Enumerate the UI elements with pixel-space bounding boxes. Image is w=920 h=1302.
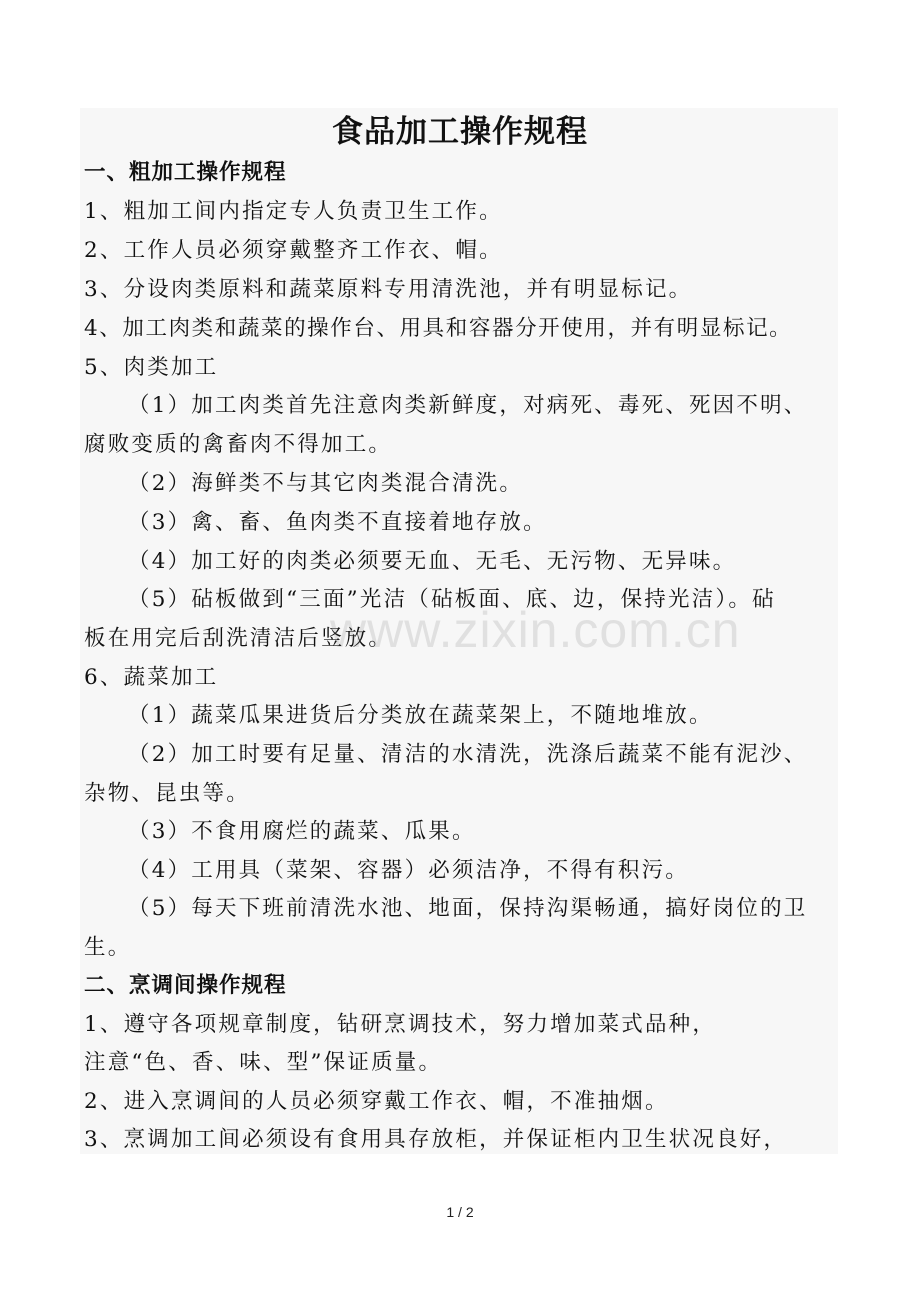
sub-rule-item: （2）加工时要有足量、清洁的水清洗，洗涤后蔬菜不能有泥沙、 bbox=[128, 742, 808, 767]
section-heading: 二、烹调间操作规程 bbox=[84, 973, 287, 998]
watermark: www.zixin.com.cn bbox=[330, 602, 741, 658]
sub-rule-item: （3）禽、畜、鱼肉类不直接着地存放。 bbox=[128, 510, 547, 535]
sub-rule-continuation: 腐败变质的禽畜肉不得加工。 bbox=[84, 432, 393, 457]
rule-item: 5、肉类加工 bbox=[84, 355, 219, 380]
section-heading: 一、粗加工操作规程 bbox=[84, 160, 287, 185]
sub-rule-item: （1）蔬菜瓜果进货后分类放在蔬菜架上，不随地堆放。 bbox=[128, 703, 713, 728]
page-indicator: 1 / 2 bbox=[446, 1204, 474, 1220]
sub-rule-item: （5）砧板做到“三面”光洁（砧板面、底、边，保持光洁）。砧 bbox=[128, 587, 776, 612]
rule-item: 3、分设肉类原料和蔬菜原料专用清洗池，并有明显标记。 bbox=[84, 277, 693, 302]
sub-rule-item: （4）加工好的肉类必须要无血、无毛、无污物、无异味。 bbox=[128, 549, 737, 574]
rule-item: 1、粗加工间内指定专人负责卫生工作。 bbox=[84, 199, 503, 224]
rule-item: 2、进入烹调间的人员必须穿戴工作衣、帽，不准抽烟。 bbox=[84, 1089, 669, 1114]
sub-rule-continuation: 板在用完后刮洗清洁后竖放。 bbox=[84, 626, 393, 651]
sub-rule-item: （3）不食用腐烂的蔬菜、瓜果。 bbox=[128, 819, 476, 844]
sub-rule-item: （2）海鲜类不与其它肉类混合清洗。 bbox=[128, 471, 524, 496]
rule-item: 1、遵守各项规章制度，钻研烹调技术，努力增加菜式品种， bbox=[84, 1012, 717, 1037]
rule-item: 6、蔬菜加工 bbox=[84, 665, 219, 690]
rule-item: 2、工作人员必须穿戴整齐工作衣、帽。 bbox=[84, 238, 503, 263]
rule-item: 4、加工肉类和蔬菜的操作台、用具和容器分开使用，并有明显标记。 bbox=[84, 316, 793, 341]
document-title: 食品加工操作规程 bbox=[332, 114, 588, 150]
sub-rule-continuation: 生。 bbox=[84, 935, 132, 960]
rule-item: 3、烹调加工间必须设有食用具存放柜，并保证柜内卫生状况良好， bbox=[84, 1127, 788, 1152]
rule-continuation: 注意“色、香、味、型”保证质量。 bbox=[84, 1050, 443, 1075]
sub-rule-item: （1）加工肉类首先注意肉类新鲜度，对病死、毒死、死因不明、 bbox=[128, 393, 808, 418]
sub-rule-item: （5）每天下班前清洗水池、地面，保持沟渠畅通，搞好岗位的卫 bbox=[128, 896, 808, 921]
sub-rule-continuation: 杂物、昆虫等。 bbox=[84, 781, 250, 806]
sub-rule-item: （4）工用具（菜架、容器）必须洁净，不得有积污。 bbox=[128, 858, 689, 883]
